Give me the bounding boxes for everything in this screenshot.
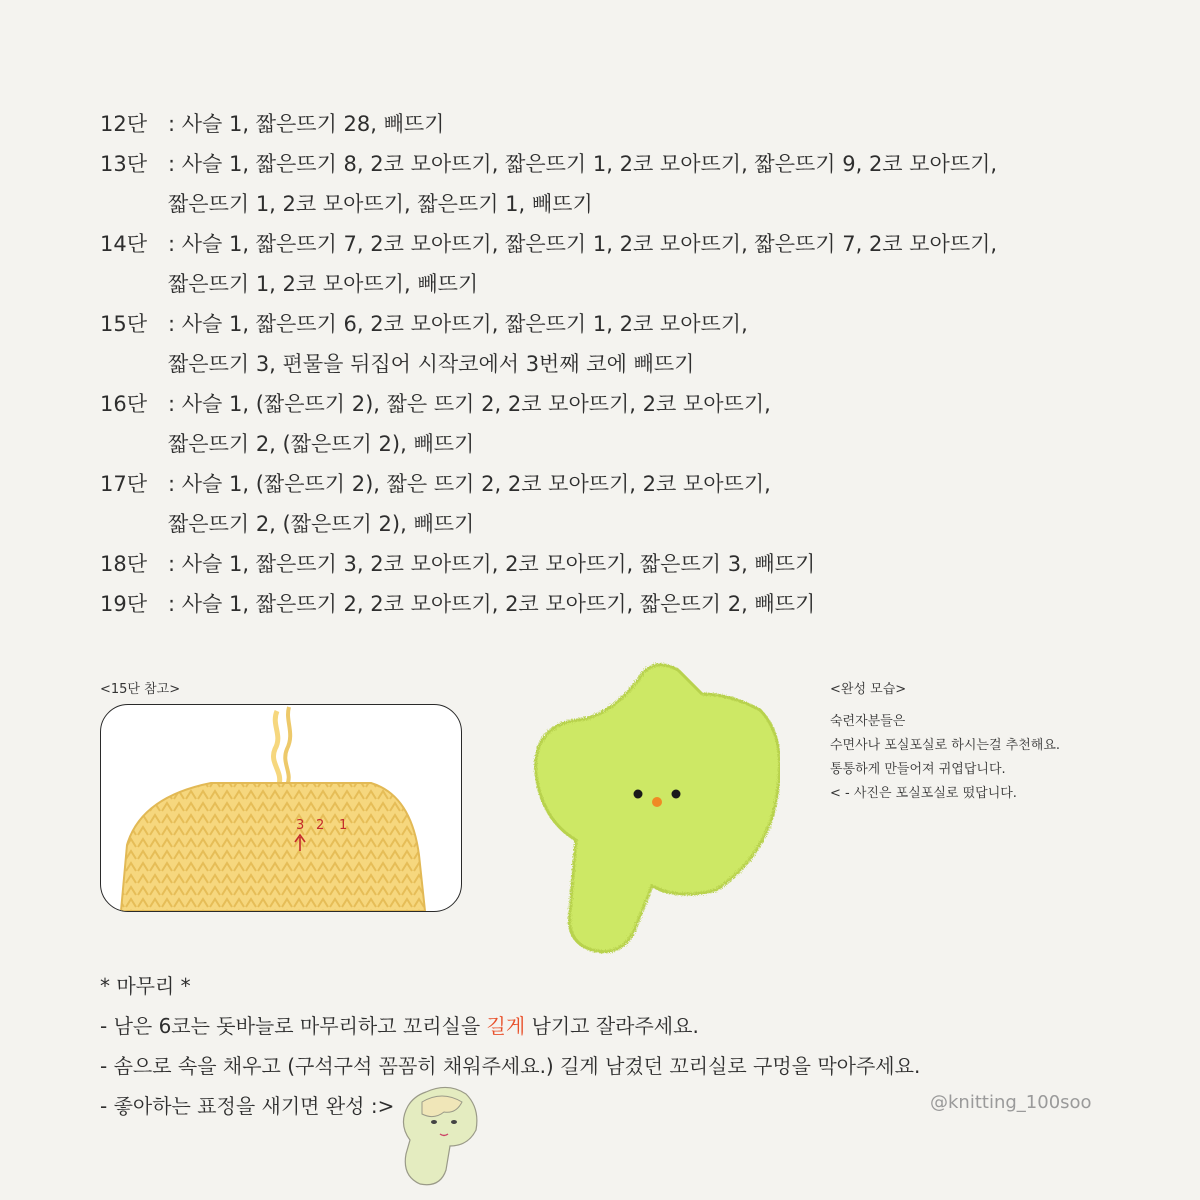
row-label: 19단	[100, 592, 148, 616]
row-separator: :	[168, 152, 182, 176]
row-separator: :	[168, 392, 182, 416]
pattern-row	[100, 584, 1100, 624]
row-label: 16단	[100, 392, 148, 416]
row-instructions	[168, 304, 1100, 384]
row-label: 13단	[100, 152, 148, 176]
crochet-fabric	[121, 783, 425, 911]
character-doodle-icon	[396, 1084, 506, 1194]
finished-plush-photo	[520, 650, 780, 970]
finished-notes	[830, 710, 1060, 806]
finished-label: <완성 모습>	[830, 682, 907, 697]
row-separator: :	[168, 112, 182, 136]
row-instruction-line: 짧은뜨기 3, 편물을 뒤집어 시작코에서 3번째 코에 빼뜨기	[168, 352, 695, 376]
stitch-mark-2: 2	[316, 818, 325, 833]
row-instructions	[168, 544, 1100, 584]
finishing-step-1-text: - 남은 6코는 돗바늘로 마무리하고 꼬리실을	[100, 1014, 487, 1038]
yarn-tail	[273, 711, 279, 785]
row-instruction-text: 사슬 1, 짧은뜨기 6, 2코 모아뜨기, 짧은뜨기 1, 2코 모아뜨기,	[181, 312, 748, 336]
row-instructions	[168, 464, 1100, 544]
finished-note-line: 숙련자분들은	[830, 714, 906, 729]
row-instructions	[168, 584, 1100, 624]
author-handle: @knitting_100soo	[930, 1092, 1092, 1113]
row-instruction-text: 사슬 1, (짧은뜨기 2), 짧은 뜨기 2, 2코 모아뜨기, 2코 모아뜨기,	[181, 472, 771, 496]
row-instruction-text: 사슬 1, 짧은뜨기 7, 2코 모아뜨기, 짧은뜨기 1, 2코 모아뜨기, 짧은뜨기 7, 2코 모아뜨기,	[181, 232, 998, 256]
row-instruction-line	[168, 584, 1100, 624]
row-label: 15단	[100, 312, 148, 336]
reference-label: <15단 참고>	[100, 682, 181, 697]
finished-note-line: 통통하게 만들어져 귀엽답니다.	[830, 762, 1006, 777]
pattern-rows	[100, 104, 1100, 624]
plush-body	[536, 665, 780, 952]
row-label: 12단	[100, 112, 148, 136]
finishing-section	[100, 966, 920, 1126]
row-instruction-text: 사슬 1, 짧은뜨기 3, 2코 모아뜨기, 2코 모아뜨기, 짧은뜨기 3, 빼뜨기	[181, 552, 816, 576]
finished-note-line: 수면사나 포실포실로 하시는걸 추천해요.	[830, 738, 1061, 753]
row-instructions	[168, 144, 1100, 224]
row-instruction-line	[168, 544, 1100, 584]
pattern-row	[100, 544, 1100, 584]
reference-photo	[100, 704, 462, 912]
row-instruction-text: 사슬 1, (짧은뜨기 2), 짧은 뜨기 2, 2코 모아뜨기, 2코 모아뜨기,	[181, 392, 771, 416]
row-instruction-line	[168, 464, 1100, 504]
finishing-step-1-text-end: 남기고 잘라주세요.	[525, 1014, 699, 1038]
finishing-step-3: - 좋아하는 표정을 새기면 완성 :>	[100, 1094, 395, 1118]
pattern-row	[100, 104, 1100, 144]
row-instruction-line	[168, 304, 1100, 344]
plush-beak	[652, 797, 662, 807]
row-instruction-line: 짧은뜨기 1, 2코 모아뜨기, 짧은뜨기 1, 빼뜨기	[168, 192, 593, 216]
stitch-mark-1: 1	[339, 818, 348, 833]
row-instruction-line	[168, 144, 1100, 184]
row-label: 18단	[100, 552, 148, 576]
finished-note-line: < - 사진은 포실포실로 떴답니다.	[830, 786, 1017, 801]
row-instructions	[168, 104, 1100, 144]
plush-eye-right	[672, 790, 681, 799]
row-instruction-line	[168, 224, 1100, 264]
pattern-row	[100, 304, 1100, 384]
yarn-tail-2	[285, 707, 290, 785]
finishing-title: * 마무리 *	[100, 974, 191, 998]
row-label: 17단	[100, 472, 148, 496]
row-instruction-line	[168, 104, 1100, 144]
finishing-step-2: - 솜으로 속을 채우고 (구석구석 꼼꼼히 채워주세요.) 길게 남겼던 꼬리실로 구멍을 막아주세요.	[100, 1054, 921, 1078]
crochet-piece-illustration	[101, 705, 461, 911]
row-label: 14단	[100, 232, 148, 256]
pattern-row	[100, 464, 1100, 544]
pattern-row	[100, 384, 1100, 464]
row-instruction-line: 짧은뜨기 2, (짧은뜨기 2), 빼뜨기	[168, 432, 475, 456]
row-instructions	[168, 384, 1100, 464]
plush-eye-left	[634, 790, 643, 799]
row-instruction-line: 짧은뜨기 2, (짧은뜨기 2), 빼뜨기	[168, 512, 475, 536]
finishing-accent-text: 길게	[486, 1014, 526, 1038]
row-instruction-text: 사슬 1, 짧은뜨기 28, 빼뜨기	[181, 112, 445, 136]
row-separator: :	[168, 312, 182, 336]
row-separator: :	[168, 232, 182, 256]
row-instruction-line: 짧은뜨기 1, 2코 모아뜨기, 빼뜨기	[168, 272, 479, 296]
row-separator: :	[168, 552, 182, 576]
finishing-step-1	[100, 1006, 920, 1046]
pattern-row	[100, 224, 1100, 304]
stitch-mark-3: 3	[296, 818, 305, 833]
row-instruction-text: 사슬 1, 짧은뜨기 2, 2코 모아뜨기, 2코 모아뜨기, 짧은뜨기 2, 빼뜨기	[181, 592, 816, 616]
row-separator: :	[168, 592, 182, 616]
pattern-row	[100, 144, 1100, 224]
row-instruction-text: 사슬 1, 짧은뜨기 8, 2코 모아뜨기, 짧은뜨기 1, 2코 모아뜨기, 짧은뜨기 9, 2코 모아뜨기,	[181, 152, 998, 176]
row-instruction-line	[168, 384, 1100, 424]
row-instructions	[168, 224, 1100, 304]
row-separator: :	[168, 472, 182, 496]
